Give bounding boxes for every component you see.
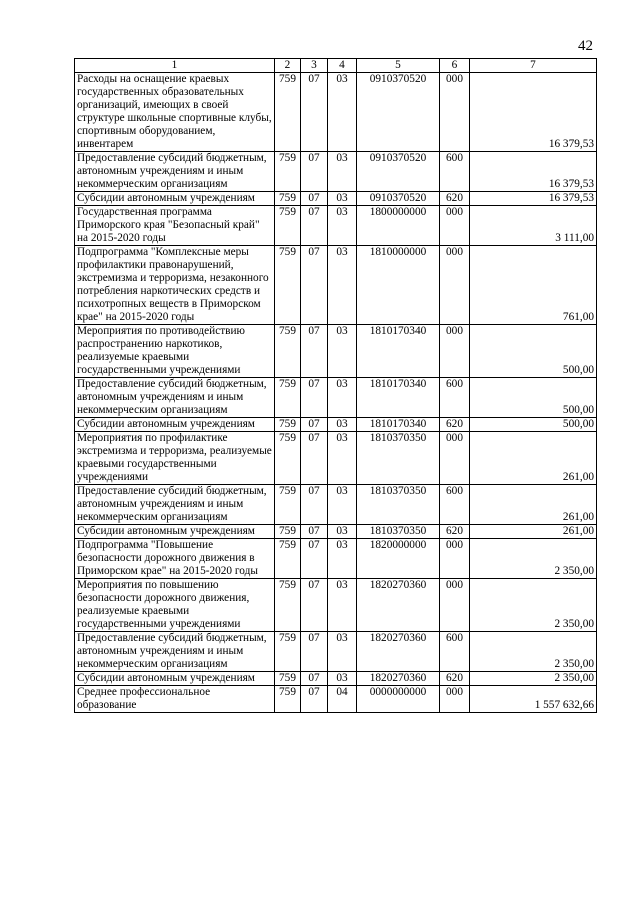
budget-table — [74, 58, 597, 713]
cell-code-2: 759 — [275, 686, 301, 713]
cell-code-2: 759 — [275, 632, 301, 672]
cell-code-2: 759 — [275, 539, 301, 579]
table-row — [75, 152, 597, 192]
cell-code-6: 600 — [440, 378, 470, 418]
cell-code-5: 1810000000 — [357, 246, 440, 325]
cell-code-3: 07 — [301, 432, 328, 485]
table-row — [75, 579, 597, 632]
cell-code-4: 03 — [328, 206, 357, 246]
cell-code-2: 759 — [275, 418, 301, 432]
table-row — [75, 206, 597, 246]
cell-code-5: 1820270360 — [357, 579, 440, 632]
cell-code-2: 759 — [275, 325, 301, 378]
table-header-row — [75, 59, 597, 73]
cell-code-5: 0910370520 — [357, 192, 440, 206]
table-row — [75, 539, 597, 579]
cell-code-5: 1820000000 — [357, 539, 440, 579]
cell-code-2: 759 — [275, 192, 301, 206]
row-sum-cell: 3 111,00 — [470, 206, 597, 246]
row-sum-cell: 500,00 — [470, 325, 597, 378]
header-cell: 2 — [275, 59, 301, 73]
cell-code-4: 03 — [328, 418, 357, 432]
cell-code-6: 600 — [440, 485, 470, 525]
cell-code-6: 000 — [440, 539, 470, 579]
cell-code-4: 03 — [328, 432, 357, 485]
cell-code-5: 0910370520 — [357, 152, 440, 192]
cell-code-6: 620 — [440, 672, 470, 686]
cell-code-5: 1810170340 — [357, 325, 440, 378]
cell-code-3: 07 — [301, 418, 328, 432]
row-sum-cell: 261,00 — [470, 525, 597, 539]
row-sum-cell: 261,00 — [470, 485, 597, 525]
cell-code-6: 000 — [440, 73, 470, 152]
table-row — [75, 672, 597, 686]
header-cell: 5 — [357, 59, 440, 73]
cell-code-2: 759 — [275, 579, 301, 632]
row-sum-cell: 2 350,00 — [470, 672, 597, 686]
row-name-cell: Субсидии автономным учреждениям — [75, 418, 275, 432]
cell-code-5: 1820270360 — [357, 632, 440, 672]
cell-code-3: 07 — [301, 672, 328, 686]
cell-code-5: 1810170340 — [357, 418, 440, 432]
row-sum-cell: 16 379,53 — [470, 152, 597, 192]
row-sum-cell: 1 557 632,66 — [470, 686, 597, 713]
cell-code-6: 000 — [440, 432, 470, 485]
cell-code-2: 759 — [275, 525, 301, 539]
cell-code-4: 03 — [328, 539, 357, 579]
cell-code-6: 000 — [440, 325, 470, 378]
header-cell: 6 — [440, 59, 470, 73]
cell-code-5: 1800000000 — [357, 206, 440, 246]
row-sum-cell: 261,00 — [470, 432, 597, 485]
header-cell: 3 — [301, 59, 328, 73]
row-sum-cell: 500,00 — [470, 378, 597, 418]
cell-code-4: 03 — [328, 246, 357, 325]
row-sum-cell: 16 379,53 — [470, 73, 597, 152]
row-name-cell: Предоставление субсидий бюджетным, автономным учреждениям и иным некоммерческим организациям — [75, 485, 275, 525]
cell-code-5: 1810170340 — [357, 378, 440, 418]
cell-code-4: 03 — [328, 325, 357, 378]
table-row — [75, 192, 597, 206]
cell-code-3: 07 — [301, 485, 328, 525]
header-cell: 1 — [75, 59, 275, 73]
cell-code-3: 07 — [301, 579, 328, 632]
cell-code-3: 07 — [301, 73, 328, 152]
cell-code-4: 03 — [328, 579, 357, 632]
row-sum-cell: 761,00 — [470, 246, 597, 325]
cell-code-3: 07 — [301, 686, 328, 713]
cell-code-3: 07 — [301, 325, 328, 378]
table-row — [75, 525, 597, 539]
table-row — [75, 325, 597, 378]
cell-code-2: 759 — [275, 432, 301, 485]
cell-code-2: 759 — [275, 672, 301, 686]
row-name-cell: Субсидии автономным учреждениям — [75, 192, 275, 206]
row-name-cell: Подпрограмма "Повышение безопасности дорожного движения в Приморском крае" на 2015-2020 годы — [75, 539, 275, 579]
cell-code-6: 000 — [440, 686, 470, 713]
cell-code-4: 04 — [328, 686, 357, 713]
cell-code-4: 03 — [328, 192, 357, 206]
row-sum-cell: 2 350,00 — [470, 539, 597, 579]
header-cell: 4 — [328, 59, 357, 73]
cell-code-5: 0910370520 — [357, 73, 440, 152]
cell-code-6: 000 — [440, 579, 470, 632]
row-sum-cell: 2 350,00 — [470, 579, 597, 632]
cell-code-4: 03 — [328, 485, 357, 525]
row-name-cell: Предоставление субсидий бюджетным, автономным учреждениям и иным некоммерческим организациям — [75, 378, 275, 418]
header-cell: 7 — [470, 59, 597, 73]
row-name-cell: Мероприятия по противодействию распространению наркотиков, реализуемые краевыми государственными учреждениями — [75, 325, 275, 378]
cell-code-5: 1810370350 — [357, 432, 440, 485]
cell-code-5: 1820270360 — [357, 672, 440, 686]
row-sum-cell: 2 350,00 — [470, 632, 597, 672]
row-name-cell: Субсидии автономным учреждениям — [75, 672, 275, 686]
cell-code-3: 07 — [301, 192, 328, 206]
row-name-cell: Среднее профессиональное образование — [75, 686, 275, 713]
row-name-cell: Подпрограмма "Комплексные меры профилактики правонарушений, экстремизма и терроризма, незаконного потребления наркотических средств и психотропных веществ в Приморском крае" на 2015-2020 годы — [75, 246, 275, 325]
table-row — [75, 686, 597, 713]
cell-code-3: 07 — [301, 152, 328, 192]
table-row — [75, 246, 597, 325]
cell-code-2: 759 — [275, 73, 301, 152]
cell-code-2: 759 — [275, 246, 301, 325]
cell-code-4: 03 — [328, 73, 357, 152]
cell-code-4: 03 — [328, 378, 357, 418]
cell-code-2: 759 — [275, 152, 301, 192]
cell-code-4: 03 — [328, 632, 357, 672]
cell-code-6: 620 — [440, 418, 470, 432]
cell-code-4: 03 — [328, 525, 357, 539]
table-row — [75, 432, 597, 485]
row-sum-cell: 16 379,53 — [470, 192, 597, 206]
row-sum-cell: 500,00 — [470, 418, 597, 432]
page-number: 42 — [578, 38, 593, 54]
cell-code-4: 03 — [328, 152, 357, 192]
cell-code-5: 0000000000 — [357, 686, 440, 713]
cell-code-3: 07 — [301, 246, 328, 325]
cell-code-6: 620 — [440, 192, 470, 206]
cell-code-2: 759 — [275, 206, 301, 246]
row-name-cell: Субсидии автономным учреждениям — [75, 525, 275, 539]
row-name-cell: Мероприятия по повышению безопасности дорожного движения, реализуемые краевыми государственными учреждениями — [75, 579, 275, 632]
row-name-cell: Предоставление субсидий бюджетным, автономным учреждениям и иным некоммерческим организациям — [75, 632, 275, 672]
cell-code-6: 600 — [440, 152, 470, 192]
cell-code-6: 000 — [440, 246, 470, 325]
row-name-cell: Государственная программа Приморского края "Безопасный край" на 2015-2020 годы — [75, 206, 275, 246]
cell-code-2: 759 — [275, 485, 301, 525]
row-name-cell: Расходы на оснащение краевых государственных образовательных организаций, имеющих в своей структуре школьные спортивные клубы, спортивным оборудованием, инвентарем — [75, 73, 275, 152]
cell-code-4: 03 — [328, 672, 357, 686]
cell-code-3: 07 — [301, 378, 328, 418]
cell-code-6: 620 — [440, 525, 470, 539]
row-name-cell: Мероприятия по профилактике экстремизма и терроризма, реализуемые краевыми государственными учреждениями — [75, 432, 275, 485]
table-row — [75, 485, 597, 525]
cell-code-3: 07 — [301, 525, 328, 539]
cell-code-6: 000 — [440, 206, 470, 246]
table-row — [75, 378, 597, 418]
table-row — [75, 73, 597, 152]
cell-code-2: 759 — [275, 378, 301, 418]
row-name-cell: Предоставление субсидий бюджетным, автономным учреждениям и иным некоммерческим организациям — [75, 152, 275, 192]
cell-code-3: 07 — [301, 632, 328, 672]
cell-code-3: 07 — [301, 539, 328, 579]
table-row — [75, 418, 597, 432]
cell-code-5: 1810370350 — [357, 485, 440, 525]
cell-code-3: 07 — [301, 206, 328, 246]
cell-code-6: 600 — [440, 632, 470, 672]
table-row — [75, 632, 597, 672]
cell-code-5: 1810370350 — [357, 525, 440, 539]
